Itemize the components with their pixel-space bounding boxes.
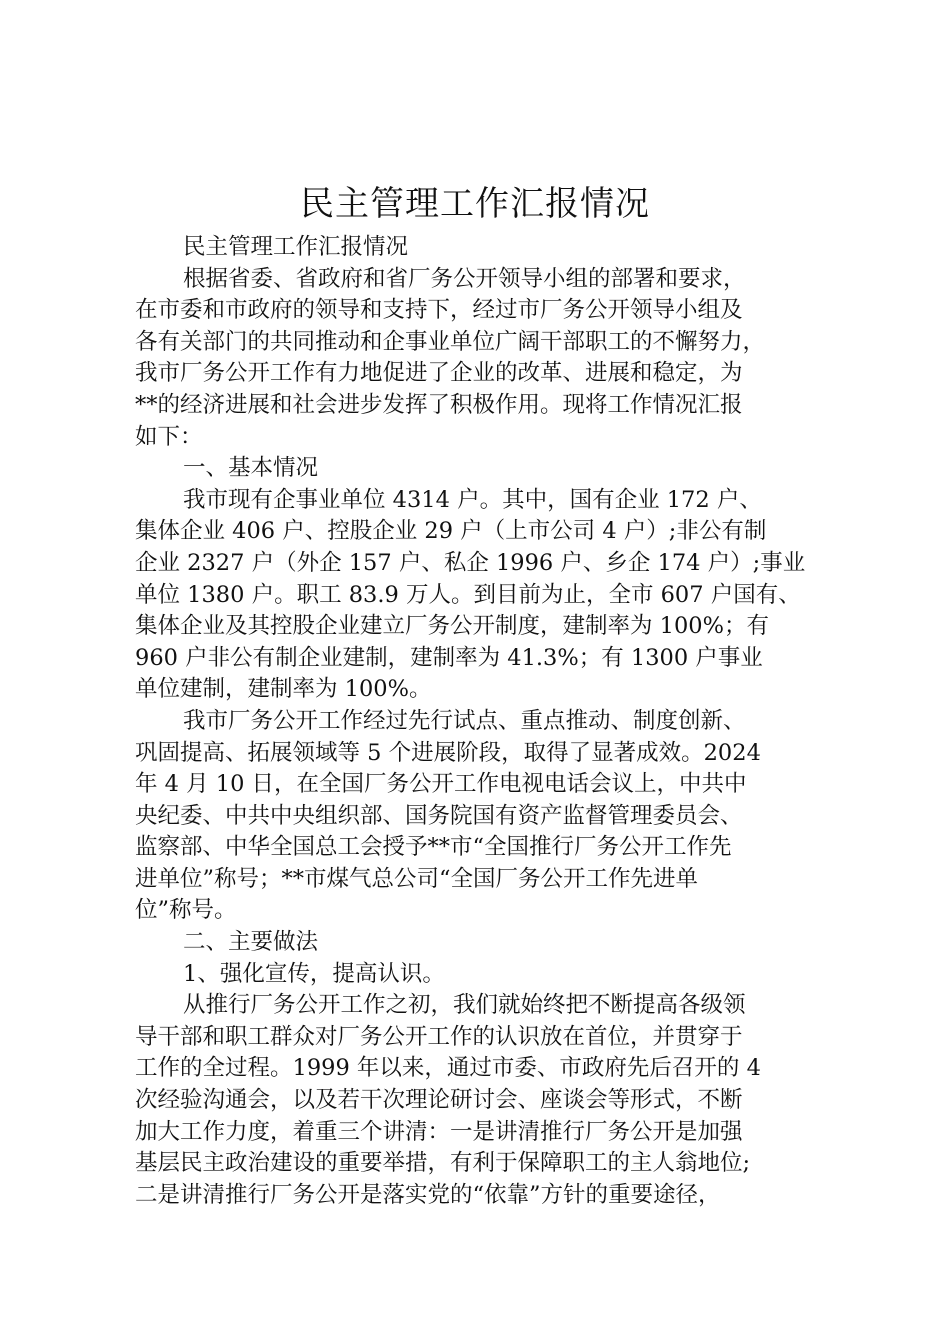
document-line: 如下： <box>135 423 203 450</box>
document-line: 单位 1380 户。职工 83.9 万人。到目前为止，全市 607 户国有、 <box>135 581 801 608</box>
document-line: 在市委和市政府的领导和支持下，经过市厂务公开领导小组及 <box>135 297 743 324</box>
document-body <box>135 232 835 1211</box>
document-line: 集体企业 406 户、控股企业 29 户（上市公司 4 户）;非公有制 <box>135 518 767 545</box>
document-line: 1、强化宣传，提高认识。 <box>183 960 445 987</box>
document-line: 根据省委、省政府和省厂务公开领导小组的部署和要求， <box>183 265 746 292</box>
document-line: 集体企业及其控股企业建立厂务公开制度，建制率为 100%；有 <box>135 613 769 640</box>
document-line: 位”称号。 <box>135 897 237 924</box>
document-line: 监察部、中华全国总工会授予**市“全国推行厂务公开工作先 <box>135 834 732 861</box>
document-line: 央纪委、中共中央组织部、国务院国有资产监督管理委员会、 <box>135 802 743 829</box>
document-line: **的经济进展和社会进步发挥了积极作用。现将工作情况汇报 <box>135 391 743 418</box>
document-line: 从推行厂务公开工作之初，我们就始终把不断提高各级领 <box>183 992 746 1019</box>
document-line: 年 4 月 10 日，在全国厂务公开工作电视电话会议上，中共中 <box>135 771 747 798</box>
document-line: 一、基本情况 <box>183 455 319 482</box>
document-line: 我市厂务公开工作经过先行试点、重点推动、制度创新、 <box>183 707 746 734</box>
document-line: 加大工作力度，着重三个讲清：一是讲清推行厂务公开是加强 <box>135 1118 743 1145</box>
document-line: 次经验沟通会，以及若干次理论研讨会、座谈会等形式，不断 <box>135 1087 743 1114</box>
document-line: 二、主要做法 <box>183 929 319 956</box>
document-line: 二是讲清推行厂务公开是落实党的“依靠”方针的重要途径， <box>135 1181 721 1208</box>
document-line: 巩固提高、拓展领域等 5 个进展阶段，取得了显著成效。2024 <box>135 739 761 766</box>
document-line: 960 户非公有制企业建制，建制率为 41.3%；有 1300 户事业 <box>135 644 763 671</box>
document-line: 工作的全过程。1999 年以来，通过市委、市政府先后召开的 4 <box>135 1055 761 1082</box>
document-line: 进单位”称号；**市煤气总公司“全国厂务公开工作先进单 <box>135 865 699 892</box>
document-line: 导干部和职工群众对厂务公开工作的认识放在首位，并贯穿于 <box>135 1023 743 1050</box>
document-line: 单位建制，建制率为 100%。 <box>135 676 432 703</box>
document-line: 我市厂务公开工作有力地促进了企业的改革、进展和稳定，为 <box>135 360 743 387</box>
document-title: 民主管理工作汇报情况 <box>300 184 650 224</box>
document-line: 基层民主政治建设的重要举措，有利于保障职工的主人翁地位; <box>135 1150 751 1177</box>
document-line: 企业 2327 户（外企 157 户、私企 1996 户、乡企 174 户）;事业 <box>135 549 806 576</box>
document-line: 我市现有企事业单位 4314 户。其中，国有企业 172 户、 <box>183 486 762 513</box>
document-line: 各有关部门的共同推动和企事业单位广阔干部职工的不懈努力， <box>135 328 766 355</box>
document-line: 民主管理工作汇报情况 <box>183 234 409 260</box>
